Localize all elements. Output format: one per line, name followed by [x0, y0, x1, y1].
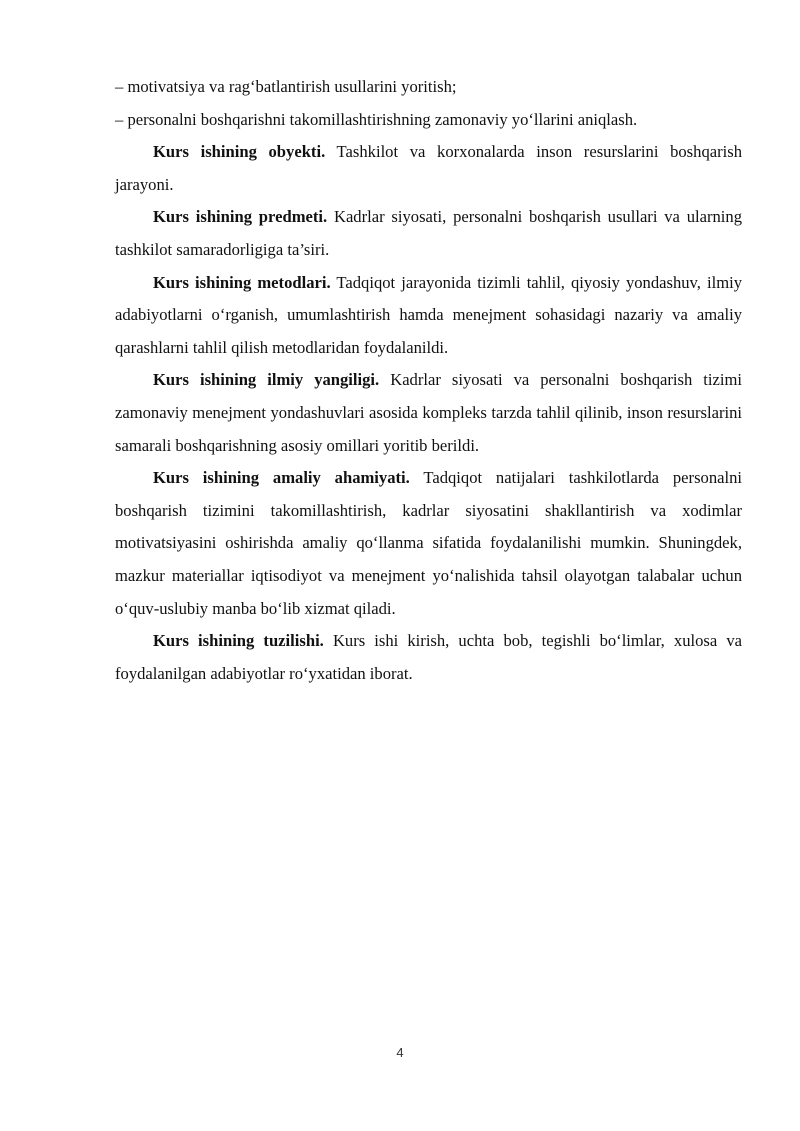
paragraph-novelty — [115, 364, 742, 462]
paragraph-heading: Kurs ishining obyekti. — [153, 142, 326, 162]
paragraph-structure — [115, 625, 742, 690]
paragraph-heading: Kurs ishining amaliy ahamiyati. — [153, 468, 410, 488]
bullet-item: – personalni boshqarishni takomillashtirishning zamonaviy yo‘llarini aniqlash. — [115, 109, 638, 129]
paragraph-text: Kurs ishi kirish, uchta bob, tegishli bo‘limlar, xulosa va foydalanilgan adabiyotlar ro‘yxatidan iborat. — [115, 631, 742, 683]
paragraph-heading: Kurs ishining predmeti. — [153, 207, 328, 227]
paragraph-subject — [115, 201, 742, 266]
paragraph-text: Tadqiqot natijalari tashkilotlarda personalni boshqarish tizimini takomillashtirish, kadrlar siyosatini shakllantirish va xodimlar motivatsiyasini oshirishda amaliy qo‘llanma sifatida foydalanilishi mumkin. Shuningdek, mazkur materiallar iqtisodiyot va menejment yo‘nalishida tahsil olayotgan talabalar uchun o‘quv-uslubiy manba bo‘lib xizmat qiladi. — [115, 468, 743, 618]
paragraph-practical-significance — [115, 462, 742, 625]
paragraph-text: Tashkilot va korxonalarda inson resurslarini boshqarish jarayoni. — [115, 142, 742, 194]
paragraph-methods — [115, 267, 742, 365]
paragraph-heading: Kurs ishining tuzilishi. — [153, 631, 324, 651]
paragraph-text: Tadqiqot jarayonida tizimli tahlil, qiyosiy yondashuv, ilmiy adabiyotlarni o‘rganish, umumlashtirish hamda menejment sohasidagi nazariy va amaliy qarashlarni tahlil qilish metodlaridan foydalanildi. — [115, 272, 743, 357]
bullet-item: – motivatsiya va rag‘batlantirish usullarini yoritish; — [115, 77, 457, 96]
paragraph-heading: Kurs ishining metodlari. — [153, 272, 331, 292]
page-number: 4 — [396, 1045, 404, 1060]
paragraph-heading: Kurs ishining ilmiy yangiligi. — [153, 370, 380, 390]
paragraph-text: Kadrlar siyosati, personalni boshqarish usullari va ularning tashkilot samaradorligiga ta’siri. — [115, 207, 742, 259]
page-body — [115, 71, 742, 690]
paragraph-text: Kadrlar siyosati va personalni boshqarish tizimi zamonaviy menejment yondashuvlari asosida kompleks tarzda tahlil qilinib, inson resurslarini samarali boshqarishning asosiy omillari yoritib berildi. — [115, 370, 742, 455]
paragraph-object — [115, 136, 742, 201]
